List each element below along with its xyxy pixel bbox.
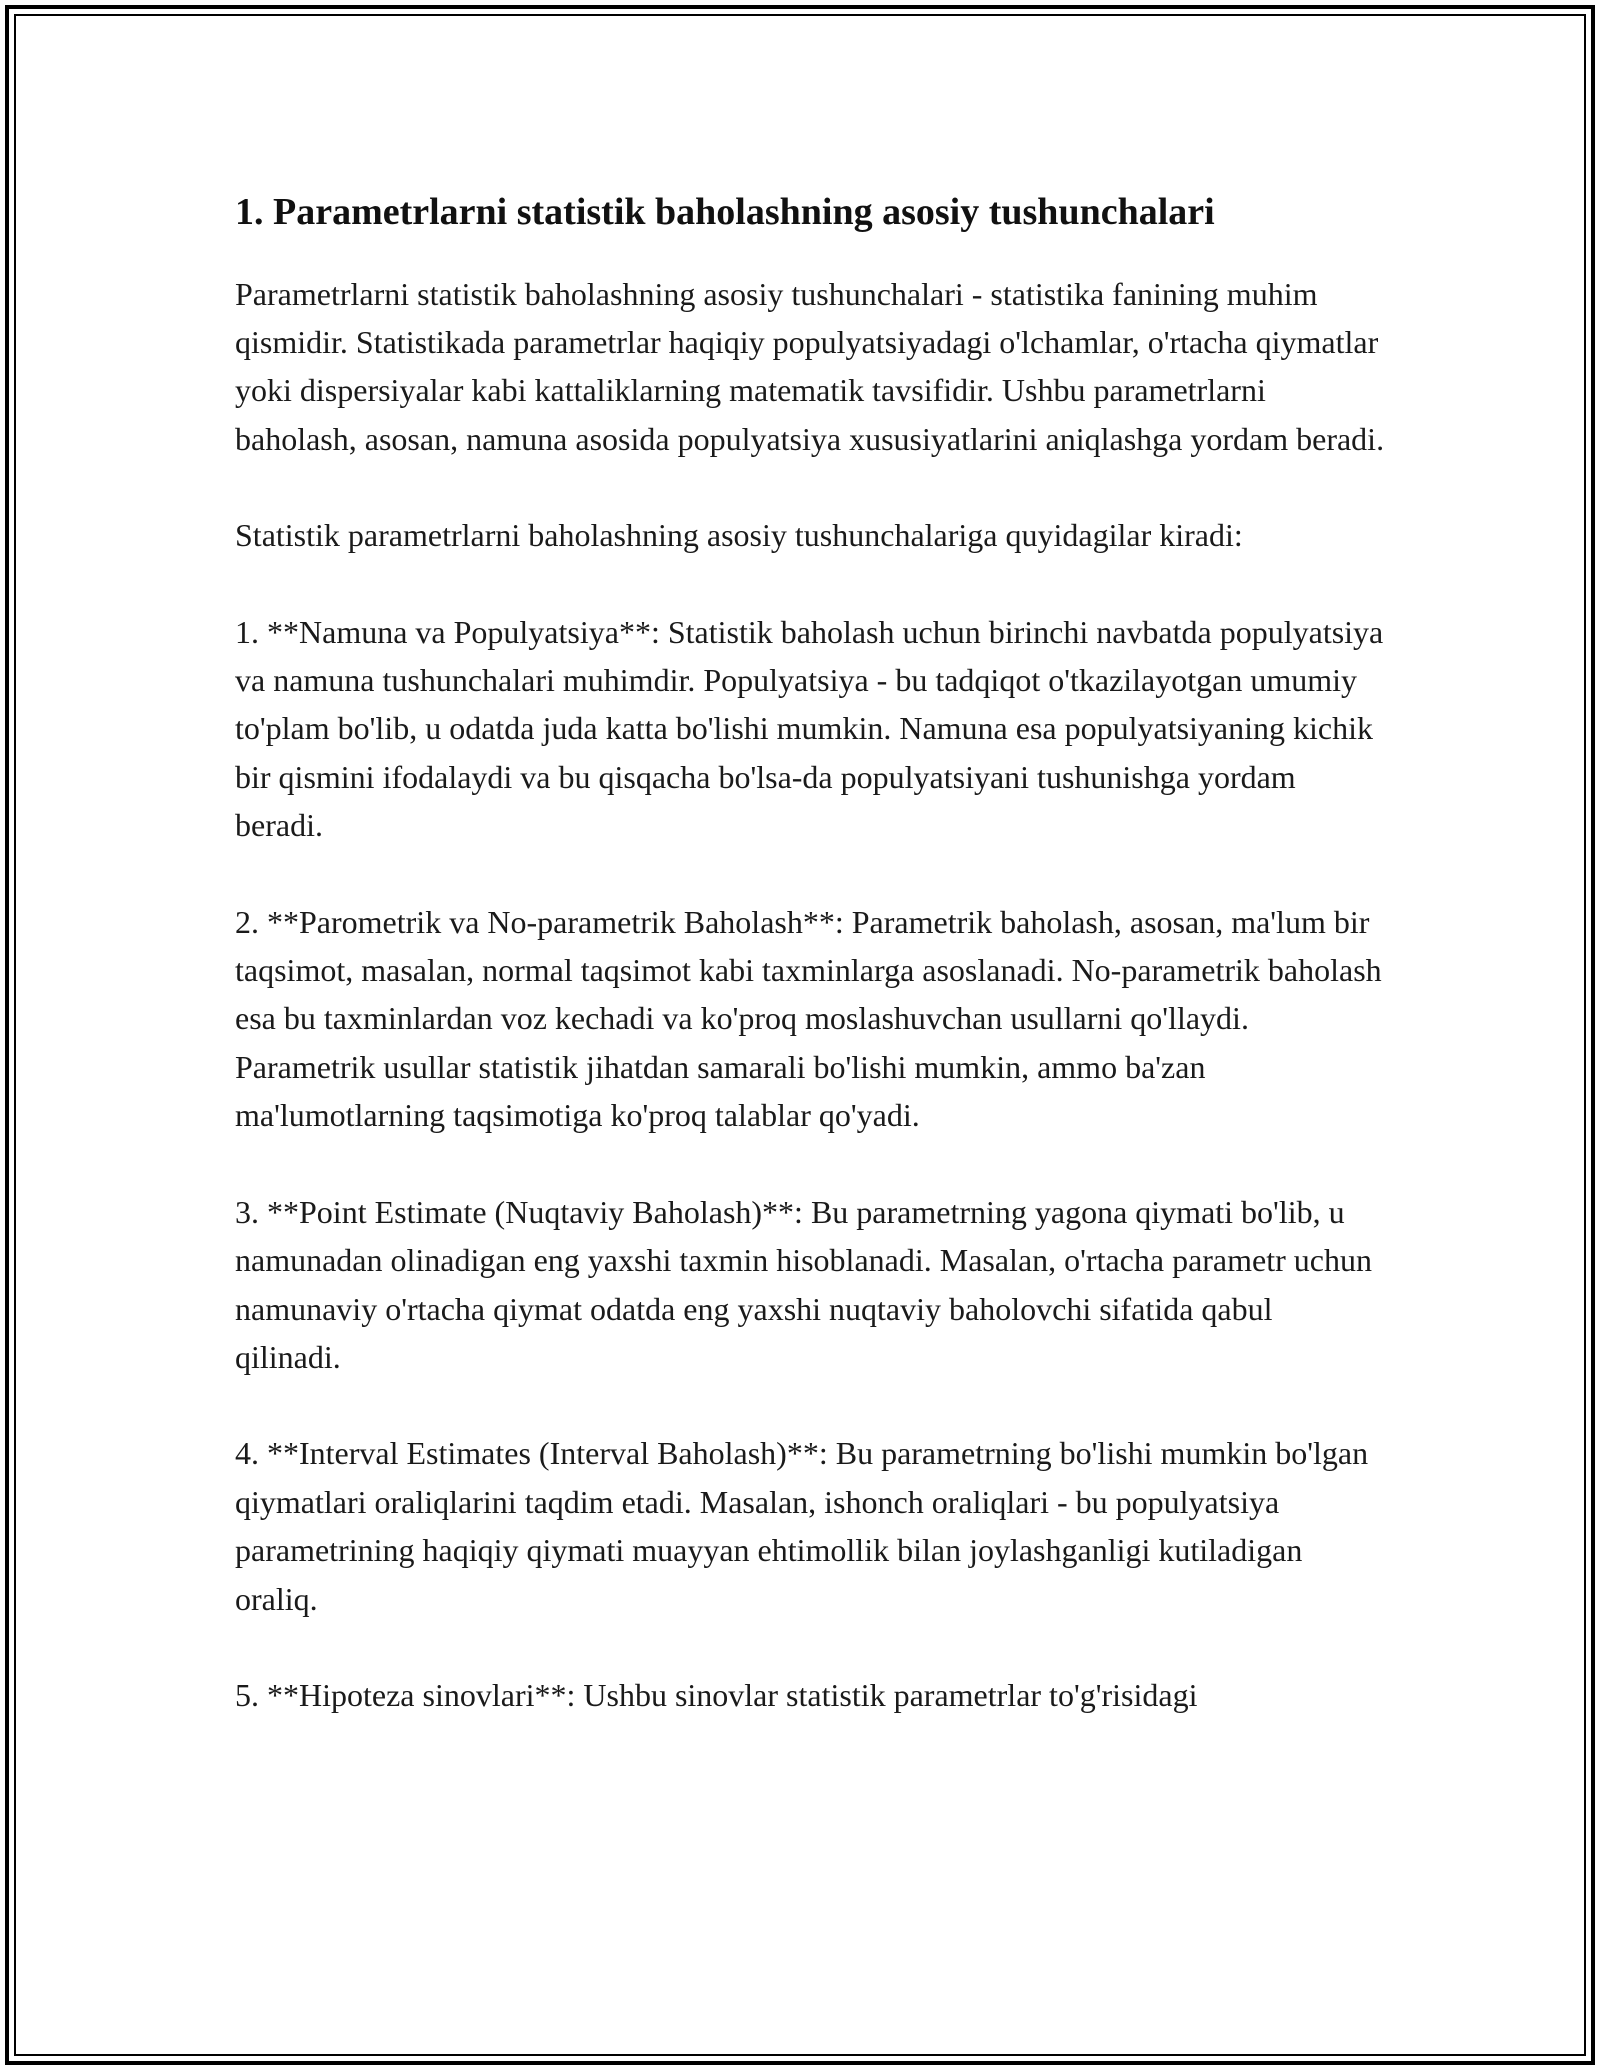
paragraph-item-5: 5. **Hipoteza sinovlari**: Ushbu sinovlar statistik parametrlar to'g'risidagi [235, 1676, 1198, 1713]
paragraph-item-2: 2. **Parometrik va No-parametrik Baholash**: Parametrik baholash, asosan, ma'lum bir taqsimot, masalan, normal taqsimot kabi taxminlarga asoslanadi. No-parametrik baholash esa bu taxminlardan voz kechadi va ko'proq moslashuvchan usullarni qo'llaydi. Parametrik usullar statistik jihatdan samarali bo'lishi mumkin, ammo ba'zan ma'lumotlarning taqsimotiga ko'proq talablar qo'yadi. [235, 903, 1382, 1134]
paragraph-intro: Parametrlarni statistik baholashning asosiy tushunchalari - statistika fanining muhim qismidir. Statistikada parametrlar haqiqiy populyatsiyadagi o'lchamlar, o'rtacha qiymatlar yoki dispersiyalar kabi kattaliklarning matematik tavsifidir. Ushbu parametrlarni baholash, asosan, namuna asosida populyatsiya xususiyatlarini aniqlashga yordam beradi. [235, 275, 1385, 457]
paragraph-item-1: 1. **Namuna va Populyatsiya**: Statistik baholash uchun birinchi navbatda populyatsiya va namuna tushunchalari muhimdir. Populyatsiya - bu tadqiqot o'tkazilayotgan umumiy to'plam bo'lib, u odatda juda katta bo'lishi mumkin. Namuna esa populyatsiyaning kichik bir qismini ifodalaydi va bu qisqacha bo'lsa-da populyatsiyani tushunishga yordam beradi. [235, 613, 1384, 844]
paragraph-item-3: 3. **Point Estimate (Nuqtaviy Baholash)**: Bu parametrning yagona qiymati bo'lib, u namunadan olinadigan eng yaxshi taxmin hisoblanadi. Masalan, o'rtacha parametr uchun namunaviy o'rtacha qiymat odatda eng yaxshi nuqtaviy baholovchi sifatida qabul qilinadi. [235, 1193, 1372, 1375]
document-title: 1. Parametrlarni statistik baholashning asosiy tushunchalari [235, 191, 1215, 233]
paragraph-item-4: 4. **Interval Estimates (Interval Baholash)**: Bu parametrning bo'lishi mumkin bo'lgan qiymatlari oraliqlarini taqdim etadi. Masalan, ishonch oraliqlari - bu populyatsiya parametrining haqiqiy qiymati muayyan ehtimollik bilan joylashganligi kutiladigan oraliq. [235, 1435, 1369, 1617]
document-page [235, 190, 1385, 1767]
paragraph-list-intro: Statistik parametrlarni baholashning asosiy tushunchalariga quyidagilar kiradi: [235, 517, 1243, 554]
